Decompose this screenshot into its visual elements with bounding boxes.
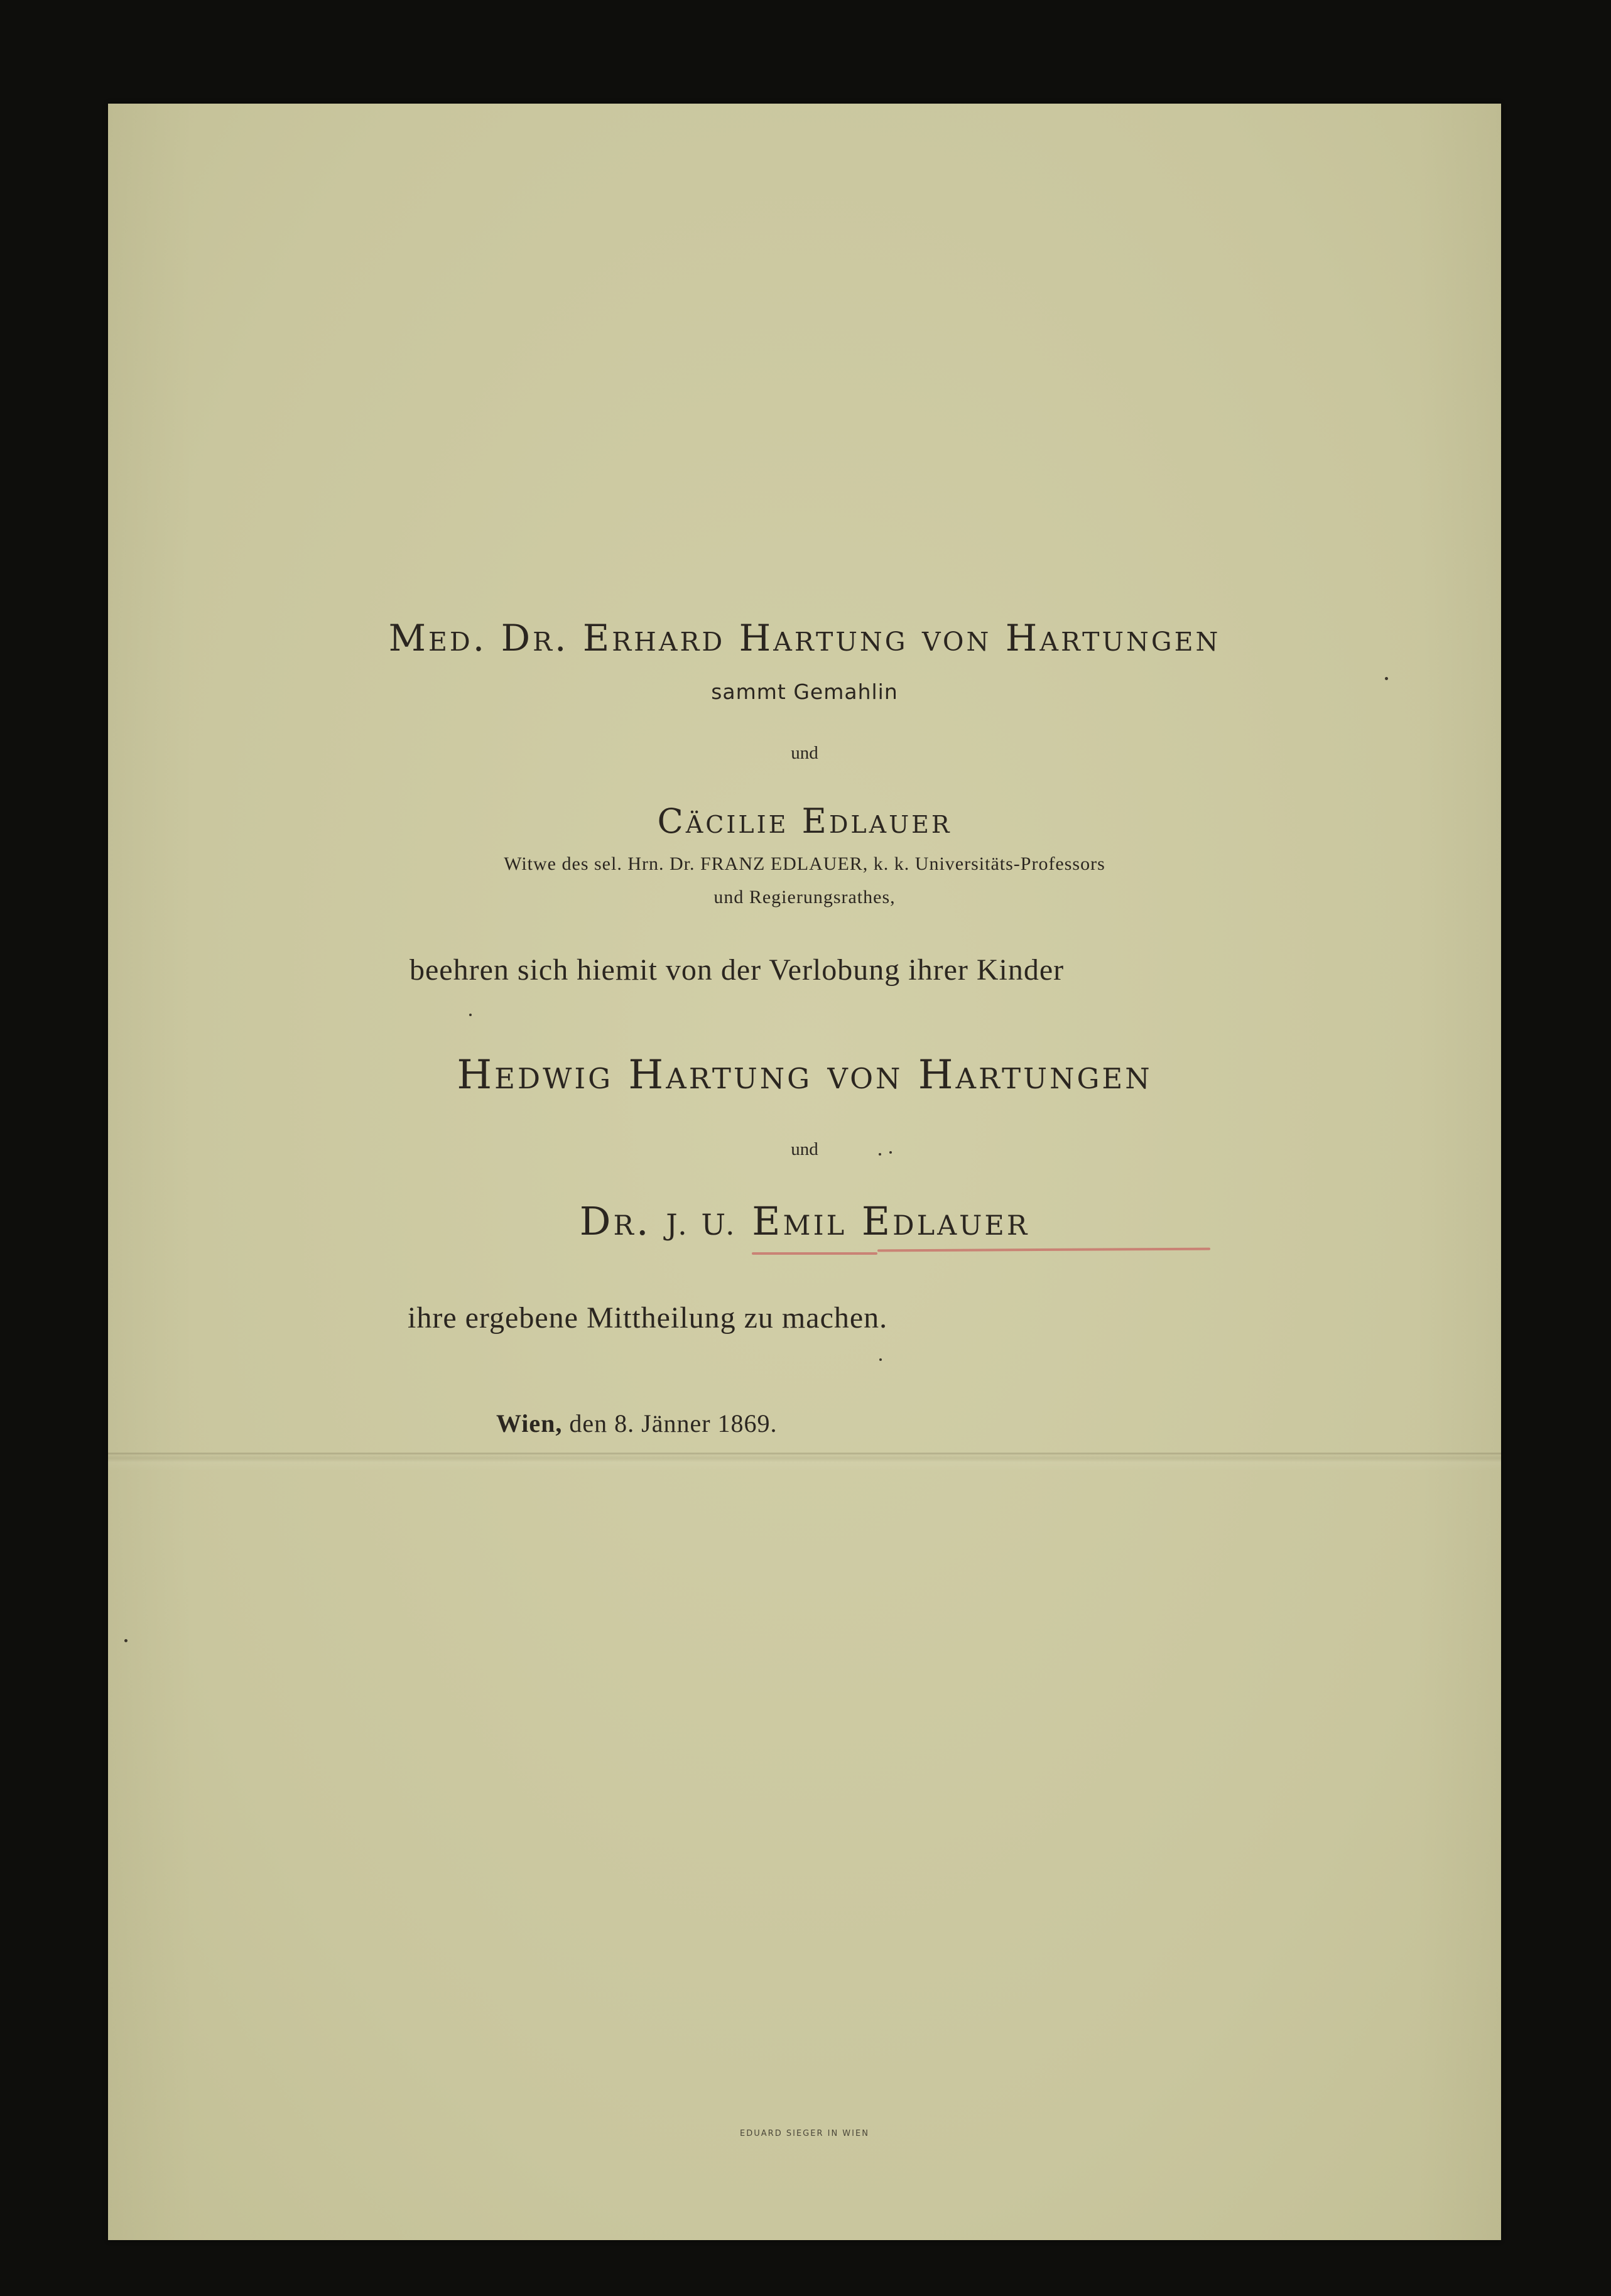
date-line: [496, 1409, 778, 1438]
printer-imprint: EDUARD SIEGER IN WIEN: [740, 2129, 869, 2138]
connector-und-2: und: [791, 1139, 818, 1159]
paper-fold-crease: [108, 1453, 1501, 1454]
paper-speck: [879, 1153, 881, 1156]
date-place: Wien,: [496, 1409, 563, 1438]
date-text: den 8. Jänner 1869.: [569, 1409, 778, 1438]
groom-degree: J. U.: [666, 1208, 737, 1242]
groom-line: [108, 1198, 1501, 1244]
paper-speck: [879, 1358, 882, 1361]
groom-title: Dr.: [579, 1198, 651, 1244]
underline-last-name: [877, 1248, 1210, 1252]
second-party-name: Cäcilie Edlauer: [657, 801, 952, 841]
underline-first-name: [752, 1252, 877, 1255]
spouse-line: sammt Gemahlin: [711, 680, 898, 704]
groom-last-name: Edlauer: [861, 1198, 1030, 1244]
header-name: Erhard Hartung von Hartungen: [582, 617, 1221, 659]
paper-speck: [469, 1014, 472, 1016]
second-party-desc-2: und Regierungsrathes,: [713, 887, 896, 907]
bride-name: Hedwig Hartung von Hartungen: [457, 1052, 1153, 1098]
header-title: Dr.: [501, 617, 569, 659]
invitation-card: [108, 104, 1501, 2240]
closing-text: ihre ergebene Mittheilung zu machen.: [408, 1301, 888, 1335]
header-prefix: Med.: [388, 617, 487, 659]
paper-speck: [124, 1639, 127, 1642]
groom-first-name: Emil: [752, 1198, 847, 1244]
paper-speck: [889, 1151, 892, 1154]
connector-und-1: und: [791, 743, 818, 763]
announcement-text: beehren sich hiemit von der Verlobung ihrer Kinder: [410, 953, 1065, 987]
paper-speck: [1385, 677, 1388, 680]
second-party-desc-1: Witwe des sel. Hrn. Dr. FRANZ EDLAUER, k. k. Universitäts-Professors: [504, 853, 1105, 874]
header-line: [108, 617, 1501, 659]
